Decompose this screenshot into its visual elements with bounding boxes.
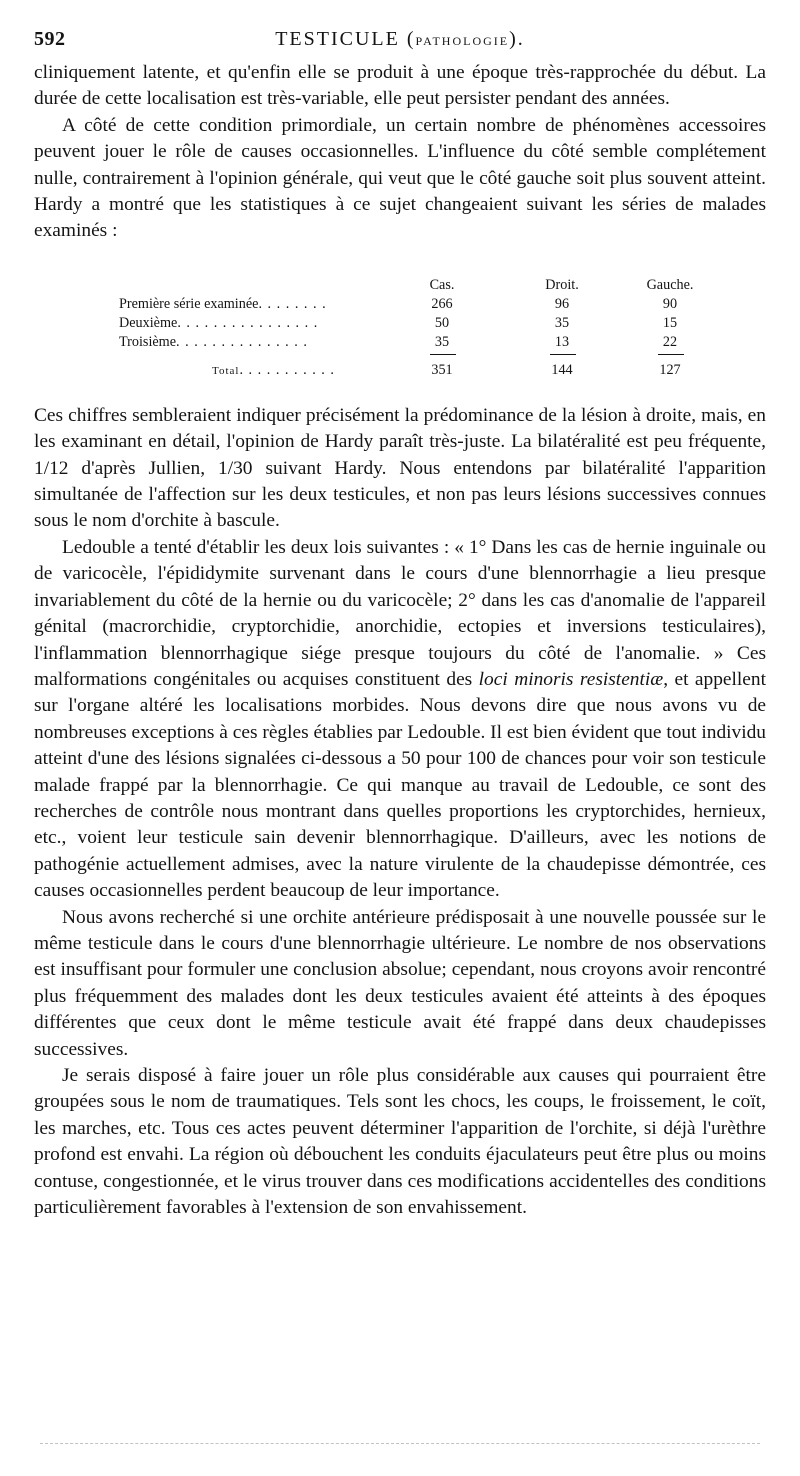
running-title-main: TESTICULE	[275, 28, 400, 50]
paragraph-traumatic-causes: Je serais disposé à faire jouer un rôle plus considérable aux causes qui pourraient être groupées sous le nom de traumatiques. Tels sont les chocs, les coups, le froissement, le coït, les marches, etc. Tous ces actes peuvent déterminer l'apparition de l'orchite, si déjà l'urèthre profond est envahi. La région où débouchent les conduits éjaculateurs peut être plus ou moins contuse, congestionnée, et le virus trouver dans ces modifications accidentelles des conditions particulièrement favorables à l'extension de son envahissement.	[34, 1065, 766, 1219]
cell-cases: 35	[434, 333, 450, 350]
paragraph-ledouble: Ledouble a tenté d'établir les deux lois suivantes : « 1° Dans les cas de hernie inguinale ou de varicocèle, l'épididymite survenant dans le cours d'une blennorrhagie a lieu presque invariablement du côté de la hernie ou du varicocèle; 2° dans les cas d'anomalie de l'appareil génital (macrorchidie, cryptorchidie, anorchidie, ectopies et inversions testiculaires), l'inflammation blennorrhagique siége presque toujours du côté de l'anomalie. » Ces malformations congénitales ou acquises constituent des loci minoris resistentiæ, et appellent sur l'organe altéré les localisations morbides. Nous devons dire que nous avons vu de nombreuses exceptions à ces règles établies par Ledouble. Il est bien évident que tout individu atteint d'une des lésions signalées ci-dessous a 50 pour 100 de chances pour voir son testicule malade frappé par la blennorrhagie. Ce qui manque au travail de Ledouble, ce sont des recherches de contrôle nous montrant dans quelles proportions les cryptorchides, hernieux, etc., voient leur testicule sain devenir blennorrhagique. D'ailleurs, avec les notions de pathogénie actuellement admises, avec la nature virulente de la chaudepisse démontrée, ces causes occasionnelles perdent beaucoup de leur importance.	[34, 536, 766, 902]
running-title-open: (	[399, 28, 416, 50]
total-label: Total. . . . . . . . . . .	[212, 361, 335, 378]
total-rule	[658, 354, 684, 355]
paragraph-continued: cliniquement latente, et qu'enfin elle se produit à une époque très-rapprochée du début. La durée de cette localisation est très-variable, elle peut persister pendant des années.	[34, 62, 766, 110]
row-label: Deuxième. . . . . . . . . . . . . . . .	[119, 314, 319, 331]
paragraph-bilaterality: Ces chiffres sembleraient indiquer précisément la prédominance de la lésion à droite, mais, en les examinant en détail, l'opinion de Hardy paraît très-juste. La bilatéralité est peu fréquente, 1/12 d'après Jullien, 1/30 suivant Hardy. Nous entendons par bilatéralité l'apparition simultanée de l'affection sur les deux testicules, et non pas leurs lésions successives connues sous le nom d'orchite à bascule.	[34, 404, 766, 532]
total-rule	[430, 354, 456, 355]
column-header-right: Droit.	[545, 276, 579, 293]
cell-left: 22	[662, 333, 678, 350]
running-title-close: ).	[509, 28, 525, 50]
cell-left: 90	[662, 295, 678, 312]
statistics-table	[34, 276, 766, 381]
paragraph-side-influence: A côté de cette condition primordiale, un certain nombre de phénomènes accessoires peuvent jouer le rôle de causes occasionnelles. L'influence du côté semble complétement nulle, contrairement à l'opinion générale, qui veut que le côté gauche soit plus souvent atteint. Hardy a montré que les statistiques à ce sujet changeaient suivant les séries de malades examinés :	[34, 114, 766, 242]
total-left: 127	[659, 361, 681, 378]
cell-right: 13	[554, 333, 570, 350]
table-row	[34, 295, 766, 314]
page	[34, 28, 766, 1221]
row-label: Troisième. . . . . . . . . . . . . . .	[119, 333, 308, 350]
row-label: Première série examinée. . . . . . . .	[119, 295, 327, 312]
table-total-row	[34, 361, 766, 380]
paragraph-prior-orchitis: Nous avons recherché si une orchite antérieure prédisposait à une nouvelle poussée sur le même testicule dans le cours d'une blennorrhagie ultérieure. Le nombre de nos observations est insuffisant pour formuler une conclusion absolue; cependant, nous croyons avoir rencontré plus fréquemment des malades dont les deux testicules avaient été atteints à des époques différentes que ceux dont le même testicule avait été frappé dans deux chaudepisses successives.	[34, 906, 766, 1060]
running-title	[34, 28, 766, 51]
table-row	[34, 333, 766, 352]
column-header-cases: Cas.	[429, 276, 455, 293]
footer-divider	[40, 1443, 760, 1444]
cell-cases: 266	[431, 295, 453, 312]
table-row	[34, 314, 766, 333]
cell-right: 96	[554, 295, 570, 312]
cell-right: 35	[554, 314, 570, 331]
total-rule	[550, 354, 576, 355]
latin-phrase: loci minoris resistentiæ	[478, 668, 664, 690]
page-header	[34, 28, 766, 60]
total-cases: 351	[431, 361, 453, 378]
cell-left: 15	[662, 314, 678, 331]
total-right: 144	[551, 361, 573, 378]
cell-cases: 50	[434, 314, 450, 331]
column-header-left: Gauche.	[646, 276, 694, 293]
page-number: 592	[34, 28, 66, 50]
running-title-subject: PATHOLOGIE	[415, 34, 510, 48]
body-text	[34, 60, 766, 1221]
table-header-row	[34, 276, 766, 295]
